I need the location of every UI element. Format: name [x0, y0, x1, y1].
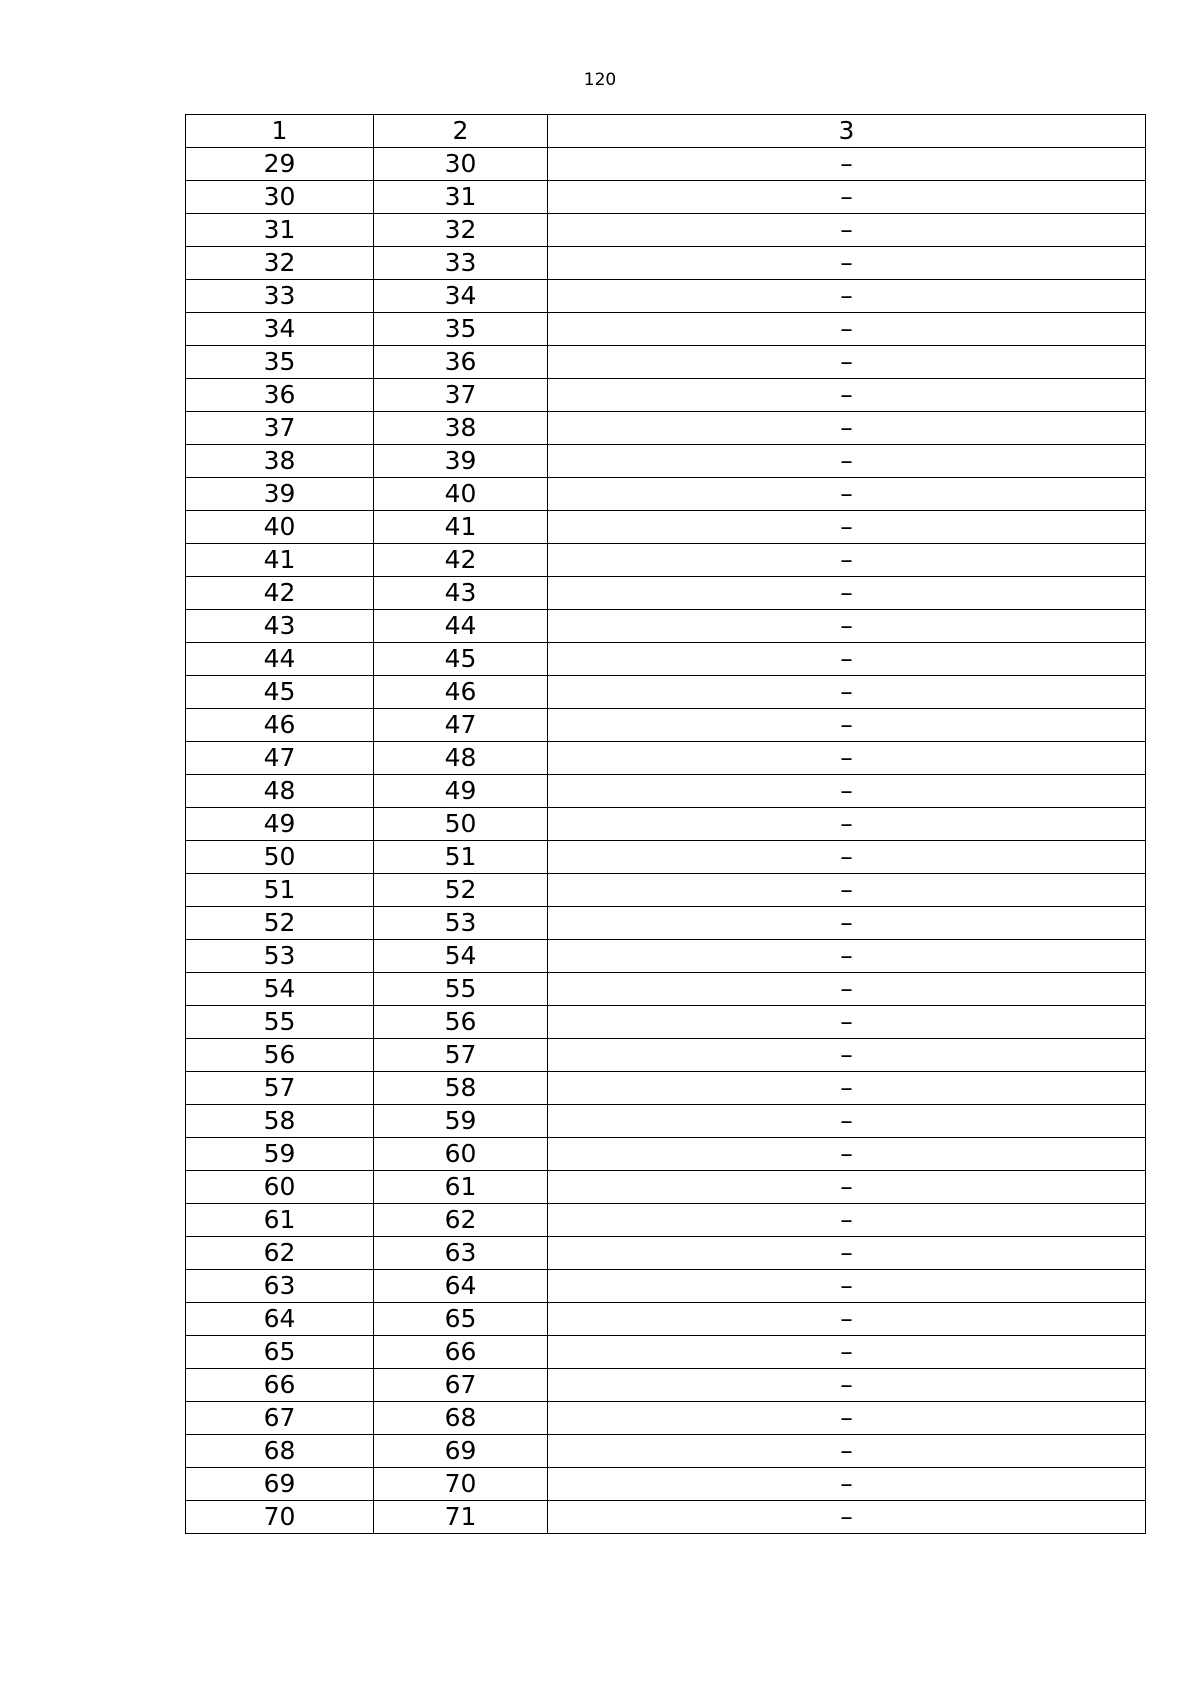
table-cell-col-2: 44 [374, 610, 548, 643]
table-cell-col-3: – [548, 379, 1146, 412]
table-cell-col-2: 66 [374, 1336, 548, 1369]
header-cell-3: 3 [548, 115, 1146, 148]
table-cell-col-2: 37 [374, 379, 548, 412]
table-cell-col-1: 53 [186, 940, 374, 973]
table-cell-col-1: 46 [186, 709, 374, 742]
table-cell-col-1: 66 [186, 1369, 374, 1402]
table-cell-col-2: 45 [374, 643, 548, 676]
table-body [186, 115, 1146, 1534]
table-cell-col-1: 61 [186, 1204, 374, 1237]
table-cell-col-3: – [548, 1501, 1146, 1534]
table-row [186, 1336, 1146, 1369]
table-cell-col-1: 35 [186, 346, 374, 379]
table-cell-col-2: 33 [374, 247, 548, 280]
table-cell-col-3: – [548, 280, 1146, 313]
table-row [186, 1270, 1146, 1303]
table-cell-col-3: – [548, 148, 1146, 181]
table-cell-col-3: – [548, 1468, 1146, 1501]
table-row [186, 478, 1146, 511]
table-row [186, 511, 1146, 544]
table-cell-col-3: – [548, 577, 1146, 610]
table-cell-col-3: – [548, 1270, 1146, 1303]
table-row [186, 643, 1146, 676]
table-cell-col-3: – [548, 478, 1146, 511]
table-cell-col-2: 51 [374, 841, 548, 874]
table-cell-col-3: – [548, 1336, 1146, 1369]
table-cell-col-1: 57 [186, 1072, 374, 1105]
table-row [186, 412, 1146, 445]
table-cell-col-2: 31 [374, 181, 548, 214]
table-cell-col-1: 51 [186, 874, 374, 907]
table-cell-col-1: 55 [186, 1006, 374, 1039]
table-row [186, 1369, 1146, 1402]
table-row [186, 1468, 1146, 1501]
table-row [186, 1237, 1146, 1270]
table-cell-col-2: 70 [374, 1468, 548, 1501]
table-cell-col-1: 65 [186, 1336, 374, 1369]
table-row [186, 742, 1146, 775]
table-cell-col-2: 60 [374, 1138, 548, 1171]
table-cell-col-1: 49 [186, 808, 374, 841]
table-row [186, 1105, 1146, 1138]
table-cell-col-2: 30 [374, 148, 548, 181]
table-cell-col-3: – [548, 247, 1146, 280]
table-cell-col-2: 62 [374, 1204, 548, 1237]
table-cell-col-3: – [548, 1105, 1146, 1138]
table-cell-col-1: 42 [186, 577, 374, 610]
table-cell-col-3: – [548, 742, 1146, 775]
table-row [186, 709, 1146, 742]
table-row [186, 874, 1146, 907]
table-cell-col-1: 30 [186, 181, 374, 214]
table-row [186, 445, 1146, 478]
table-cell-col-2: 56 [374, 1006, 548, 1039]
table-cell-col-3: – [548, 181, 1146, 214]
table-cell-col-1: 48 [186, 775, 374, 808]
table-cell-col-3: – [548, 1369, 1146, 1402]
table-cell-col-3: – [548, 808, 1146, 841]
table-cell-col-2: 41 [374, 511, 548, 544]
table-row [186, 610, 1146, 643]
table-row [186, 676, 1146, 709]
table-cell-col-3: – [548, 973, 1146, 1006]
table-row [186, 1039, 1146, 1072]
table-cell-col-3: – [548, 775, 1146, 808]
table-cell-col-3: – [548, 1039, 1146, 1072]
table-cell-col-3: – [548, 1138, 1146, 1171]
table-cell-col-2: 54 [374, 940, 548, 973]
header-cell-2: 2 [374, 115, 548, 148]
table-cell-col-1: 62 [186, 1237, 374, 1270]
table-cell-col-2: 67 [374, 1369, 548, 1402]
table-cell-col-1: 45 [186, 676, 374, 709]
table-cell-col-1: 54 [186, 973, 374, 1006]
table-row [186, 280, 1146, 313]
page-number: 120 [583, 70, 617, 90]
table-row [186, 1171, 1146, 1204]
table-row [186, 1402, 1146, 1435]
data-table [185, 114, 1146, 1534]
table-cell-col-3: – [548, 1435, 1146, 1468]
table-cell-col-1: 59 [186, 1138, 374, 1171]
header-row [186, 115, 1146, 148]
table-cell-col-3: – [548, 412, 1146, 445]
table-cell-col-3: – [548, 940, 1146, 973]
table-row [186, 1204, 1146, 1237]
table-row [186, 181, 1146, 214]
table-cell-col-2: 63 [374, 1237, 548, 1270]
table-cell-col-1: 33 [186, 280, 374, 313]
table-cell-col-3: – [548, 214, 1146, 247]
table-row [186, 940, 1146, 973]
table-cell-col-3: – [548, 511, 1146, 544]
table-cell-col-2: 61 [374, 1171, 548, 1204]
table-cell-col-2: 69 [374, 1435, 548, 1468]
table-cell-col-1: 38 [186, 445, 374, 478]
table-cell-col-3: – [548, 676, 1146, 709]
table-cell-col-2: 39 [374, 445, 548, 478]
table-row [186, 973, 1146, 1006]
table-cell-col-1: 41 [186, 544, 374, 577]
table-cell-col-2: 49 [374, 775, 548, 808]
table-cell-col-2: 40 [374, 478, 548, 511]
table-cell-col-2: 65 [374, 1303, 548, 1336]
table-cell-col-2: 43 [374, 577, 548, 610]
table-cell-col-3: – [548, 709, 1146, 742]
table-cell-col-3: – [548, 1072, 1146, 1105]
table-cell-col-1: 68 [186, 1435, 374, 1468]
table-row [186, 247, 1146, 280]
table-cell-col-3: – [548, 874, 1146, 907]
table-cell-col-2: 48 [374, 742, 548, 775]
table-cell-col-3: – [548, 1204, 1146, 1237]
table-cell-col-3: – [548, 907, 1146, 940]
table-cell-col-2: 64 [374, 1270, 548, 1303]
table-cell-col-3: – [548, 1303, 1146, 1336]
table-cell-col-2: 68 [374, 1402, 548, 1435]
table-row [186, 214, 1146, 247]
table-cell-col-1: 50 [186, 841, 374, 874]
table-cell-col-1: 60 [186, 1171, 374, 1204]
table-row [186, 577, 1146, 610]
table-row [186, 907, 1146, 940]
table-cell-col-3: – [548, 445, 1146, 478]
table-row [186, 1138, 1146, 1171]
table-cell-col-1: 29 [186, 148, 374, 181]
table-cell-col-1: 64 [186, 1303, 374, 1336]
table-cell-col-2: 57 [374, 1039, 548, 1072]
table-cell-col-1: 63 [186, 1270, 374, 1303]
table-cell-col-3: – [548, 841, 1146, 874]
table-row [186, 148, 1146, 181]
table-row [186, 775, 1146, 808]
table-row [186, 544, 1146, 577]
table-cell-col-2: 34 [374, 280, 548, 313]
table-cell-col-1: 37 [186, 412, 374, 445]
table-cell-col-3: – [548, 610, 1146, 643]
table-cell-col-1: 47 [186, 742, 374, 775]
table-cell-col-1: 31 [186, 214, 374, 247]
table-row [186, 1435, 1146, 1468]
table-cell-col-2: 35 [374, 313, 548, 346]
table-row [186, 346, 1146, 379]
table-cell-col-1: 69 [186, 1468, 374, 1501]
table-cell-col-2: 32 [374, 214, 548, 247]
table-cell-col-3: – [548, 1237, 1146, 1270]
table-row [186, 1006, 1146, 1039]
table-cell-col-3: – [548, 346, 1146, 379]
table-cell-col-3: – [548, 1006, 1146, 1039]
table-cell-col-2: 46 [374, 676, 548, 709]
table-cell-col-3: – [548, 313, 1146, 346]
table-cell-col-1: 36 [186, 379, 374, 412]
table-cell-col-2: 58 [374, 1072, 548, 1105]
table-cell-col-2: 59 [374, 1105, 548, 1138]
table-cell-col-2: 71 [374, 1501, 548, 1534]
table-cell-col-2: 47 [374, 709, 548, 742]
table-row [186, 1303, 1146, 1336]
table-cell-col-1: 56 [186, 1039, 374, 1072]
table-cell-col-1: 40 [186, 511, 374, 544]
header-cell-1: 1 [186, 115, 374, 148]
table-cell-col-2: 52 [374, 874, 548, 907]
table-row [186, 1072, 1146, 1105]
table-cell-col-2: 50 [374, 808, 548, 841]
table-cell-col-3: – [548, 544, 1146, 577]
table-cell-col-1: 67 [186, 1402, 374, 1435]
table-cell-col-3: – [548, 1171, 1146, 1204]
table-cell-col-2: 55 [374, 973, 548, 1006]
table-row [186, 1501, 1146, 1534]
table-cell-col-1: 44 [186, 643, 374, 676]
table-cell-col-1: 52 [186, 907, 374, 940]
table-cell-col-2: 38 [374, 412, 548, 445]
table-cell-col-3: – [548, 643, 1146, 676]
table-row [186, 313, 1146, 346]
table-cell-col-3: – [548, 1402, 1146, 1435]
table-cell-col-2: 42 [374, 544, 548, 577]
table-cell-col-1: 32 [186, 247, 374, 280]
table-row [186, 379, 1146, 412]
table-cell-col-1: 34 [186, 313, 374, 346]
table-cell-col-1: 39 [186, 478, 374, 511]
table-cell-col-2: 36 [374, 346, 548, 379]
table-row [186, 808, 1146, 841]
table-cell-col-2: 53 [374, 907, 548, 940]
table-cell-col-1: 70 [186, 1501, 374, 1534]
table-row [186, 841, 1146, 874]
table-cell-col-1: 58 [186, 1105, 374, 1138]
table-cell-col-1: 43 [186, 610, 374, 643]
